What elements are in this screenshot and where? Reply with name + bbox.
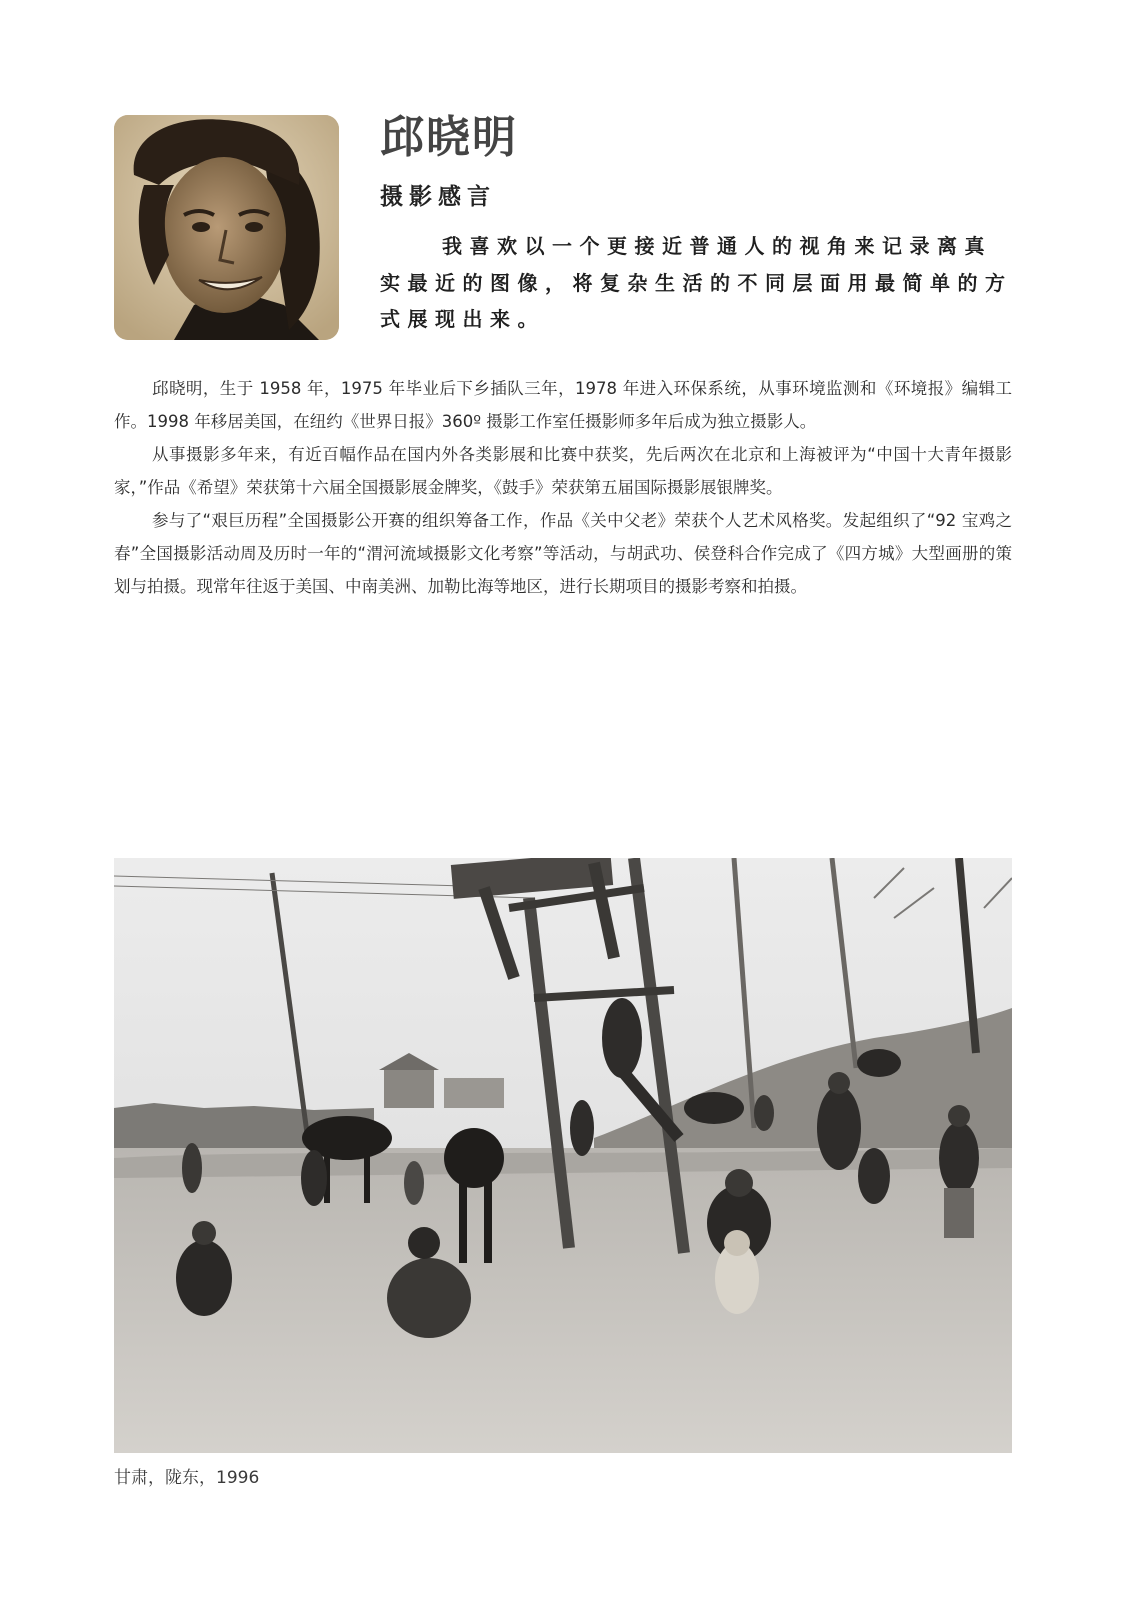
- photo-caption: 甘肃，陇东，1996: [114, 1468, 260, 1488]
- bio-paragraph: 邱晓明，生于 1958 年，1975 年毕业后下乡插队三年，1978 年进入环保系统，从事环境监测和《环境报》编辑工作。1998 年移居美国，在纽约《世界日报》360º 摄影工作室任摄影师多年后成为独立摄影人。: [114, 379, 1012, 431]
- author-name: 邱晓明: [380, 112, 518, 163]
- bio-paragraph: 参与了“艰巨历程”全国摄影公开赛的组织筹备工作，作品《关中父老》荣获个人艺术风格奖。发起组织了“92 宝鸡之春”全国摄影活动周及历时一年的“渭河流域摄影文化考察”等活动，与胡武功、侯登科合作完成了《四方城》大型画册的策划与拍摄。现常年往返于美国、中南美洲、加勒比海等地区，进行长期项目的摄影考察和拍摄。: [114, 511, 1012, 596]
- author-portrait: [114, 115, 339, 340]
- bio-paragraph: 从事摄影多年来，有近百幅作品在国内外各类影展和比赛中获奖，先后两次在北京和上海被评为“中国十大青年摄影家，”作品《希望》荣获第十六届全国摄影展金牌奖，《鼓手》荣获第五届国际摄影展银牌奖。: [114, 445, 1012, 497]
- motto-text: 我喜欢以一个更接近普通人的视角来记录离真实最近的图像，将复杂生活的不同层面用最简单的方式展现出来。: [380, 234, 1013, 331]
- biography: [114, 372, 1012, 603]
- motto-heading: 摄影感言: [380, 183, 496, 210]
- featured-photograph: [114, 858, 1012, 1453]
